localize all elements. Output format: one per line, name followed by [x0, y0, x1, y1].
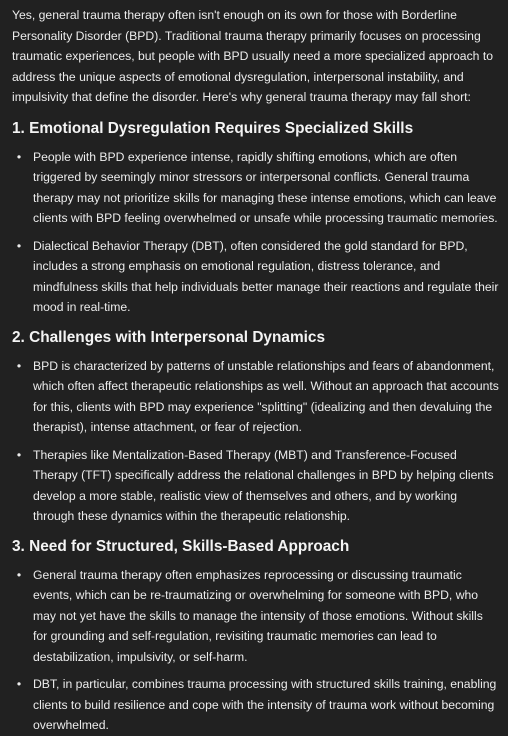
- list-item: [12, 147, 500, 229]
- bullet-icon: •: [16, 677, 22, 691]
- list-item-text: People with BPD experience intense, rapidly shifting emotions, which are often triggered by seemingly minor stressors or interpersonal conflicts. General trauma therapy may not prioritize skills for managing these intense emotions, which can leave clients with BPD feeling overwhelmed or unsafe while processing traumatic memories.: [33, 149, 498, 225]
- list-item-text: Therapies like Mentalization-Based Therapy (MBT) and Transference-Focused Therapy (TFT) specifically address the relational challenges in BPD by helping clients develop a more stable, realistic view of themselves and others, and by working through these dynamics within the therapeutic relationship.: [33, 447, 494, 523]
- list-item: [12, 445, 500, 527]
- section-interpersonal-dynamics: [12, 328, 500, 527]
- list-item: [12, 236, 500, 318]
- list-item: [12, 565, 500, 668]
- section-structured-approach: [12, 537, 500, 736]
- list-item-text: Dialectical Behavior Therapy (DBT), often considered the gold standard for BPD, includes a strong emphasis on emotional regulation, distress tolerance, and mindfulness skills that help individuals better manage their reactions and regulate their mood in real-time.: [33, 238, 499, 314]
- list-item: [12, 356, 500, 438]
- list-item-text: General trauma therapy often emphasizes reprocessing or discussing traumatic events, which can be re-traumatizing or overwhelming for someone with BPD, who may not yet have the skills to manage the intensity of those emotions. Without skills for grounding and self-regulation, revisiting traumatic memories can lead to destabilization, impulsivity, or self-harm.: [33, 567, 483, 664]
- list-item: [12, 674, 500, 736]
- list-item-text: BPD is characterized by patterns of unstable relationships and fears of abandonment, which often affect therapeutic relationships as well. Without an approach that accounts for this, clients with BPD may experience "splitting" (idealizing and then devaluing the therapist), intense attachment, or fear of rejection.: [33, 358, 499, 434]
- bullet-icon: •: [16, 149, 22, 164]
- section-heading: 2. Challenges with Interpersonal Dynamics: [12, 328, 326, 346]
- bullet-list: [12, 147, 500, 318]
- bullet-icon: •: [16, 358, 22, 373]
- bullet-icon: •: [16, 567, 22, 582]
- bullet-list: [12, 356, 500, 527]
- intro-paragraph: Yes, general trauma therapy often isn't enough on its own for those with Borderline Personality Disorder (BPD). Traditional trauma therapy primarily focuses on processing traumatic experiences, but people with BPD usually need a more specialized approach to address the unique aspects of emotional dysregulation, interpersonal instability, and impulsivity that define the disorder. Here's why general trauma therapy may fall short:: [12, 8, 494, 104]
- list-item-text: DBT, in particular, combines trauma processing with structured skills training, enabling clients to build resilience and cope with the intensity of trauma work without becoming overwhelmed.: [33, 677, 497, 732]
- bullet-list: [12, 565, 500, 736]
- bullet-icon: •: [16, 447, 22, 462]
- bullet-icon: •: [16, 238, 22, 253]
- section-heading: 3. Need for Structured, Skills-Based Approach: [12, 537, 350, 555]
- section-heading: 1. Emotional Dysregulation Requires Specialized Skills: [12, 119, 414, 137]
- section-emotional-dysregulation: [12, 119, 500, 318]
